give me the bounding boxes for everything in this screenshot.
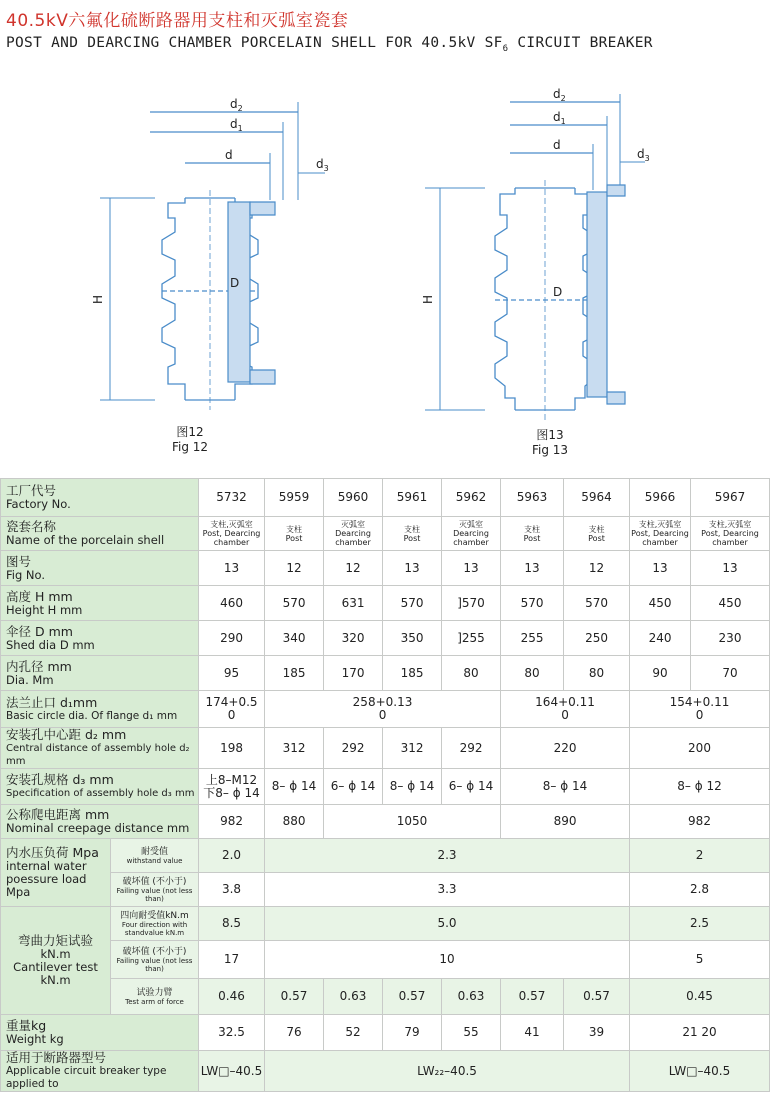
pressure-failing-label: 破坏值 (不小于) Failing value (not less than) xyxy=(111,873,199,907)
weight-value: 55 xyxy=(442,1015,501,1051)
row-name xyxy=(1,517,770,551)
hole-dist-value: 312 xyxy=(265,728,324,769)
weight-value: 21 20 xyxy=(630,1015,770,1051)
row-bore xyxy=(1,656,770,691)
shed-value: 230 xyxy=(691,621,770,656)
row-cantilever-failing xyxy=(1,941,770,979)
fig12-label-d2: $d_2$ xyxy=(230,97,243,113)
pressure-value: 3.3 xyxy=(265,873,630,907)
shed-value: 255 xyxy=(501,621,564,656)
pressure-value: 2.3 xyxy=(265,839,630,873)
bore-value: 95 xyxy=(199,656,265,691)
hole-spec-value: 6– ϕ 14 xyxy=(442,769,501,805)
creep-value: 1050 xyxy=(324,805,501,839)
flange-value: 164+0.11 0 xyxy=(501,691,630,728)
flange-value: 154+0.11 0 xyxy=(630,691,770,728)
row-pressure-header: 内水压负荷 Mpa internal water poessure load Mpa xyxy=(1,839,111,907)
shell-name: 支柱 Post xyxy=(501,517,564,551)
shell-name: 灭弧室 Dearcing chamber xyxy=(324,517,383,551)
arm-value: 0.57 xyxy=(383,979,442,1015)
row-breaker xyxy=(1,1051,770,1092)
fig13-label-d1: $d_1$ xyxy=(553,110,566,126)
fig-no: 12 xyxy=(265,551,324,586)
factory-no: 5964 xyxy=(564,479,630,517)
hole-spec-value: 8– ϕ 12 xyxy=(630,769,770,805)
factory-no: 5962 xyxy=(442,479,501,517)
shed-value: 350 xyxy=(383,621,442,656)
pressure-value: 2 xyxy=(630,839,770,873)
cantilever-failing-label: 破坏值 (不小于) Failing value (not less than) xyxy=(111,941,199,979)
fig13-cap-cn: 图13 xyxy=(536,428,564,442)
fig13-label-D: D xyxy=(553,285,563,299)
title-en-tail: CIRCUIT BREAKER xyxy=(508,35,653,51)
height-value: 460 xyxy=(199,586,265,621)
row-height xyxy=(1,586,770,621)
figure-12-drawing xyxy=(80,80,340,425)
fig-no: 13 xyxy=(630,551,691,586)
hole-spec-value: 8– ϕ 14 xyxy=(383,769,442,805)
shed-value: 320 xyxy=(324,621,383,656)
height-value: 570 xyxy=(501,586,564,621)
hole-dist-value: 220 xyxy=(501,728,630,769)
height-value: 570 xyxy=(265,586,324,621)
row-cantilever-arm xyxy=(1,979,770,1015)
height-value: 570 xyxy=(564,586,630,621)
weight-value: 39 xyxy=(564,1015,630,1051)
hole-dist-value: 198 xyxy=(199,728,265,769)
shell-name: 支柱 Post xyxy=(265,517,324,551)
shed-value: 250 xyxy=(564,621,630,656)
pressure-value: 3.8 xyxy=(199,873,265,907)
cantilever-value: 17 xyxy=(199,941,265,979)
flange-value: 258+0.13 0 xyxy=(265,691,501,728)
title-en-sub: 6 xyxy=(502,43,509,54)
factory-no: 5959 xyxy=(265,479,324,517)
arm-value: 0.63 xyxy=(442,979,501,1015)
cantilever-value: 5.0 xyxy=(265,907,630,941)
page-title-cn: 40.5kV六氟化硫断路器用支柱和灭弧室瓷套 xyxy=(6,11,349,31)
row-bore-header: 内孔径 mm Dia. Mm xyxy=(1,656,199,691)
fig13-label-H: H xyxy=(421,294,435,304)
fig12-label-d1: $d_1$ xyxy=(230,117,243,133)
bore-value: 70 xyxy=(691,656,770,691)
weight-value: 79 xyxy=(383,1015,442,1051)
shed-value: 240 xyxy=(630,621,691,656)
fig-no: 13 xyxy=(691,551,770,586)
row-shed-header: 伞径 D mm Shed dia D mm xyxy=(1,621,199,656)
creep-value: 982 xyxy=(199,805,265,839)
fig-no: 13 xyxy=(442,551,501,586)
shell-name: 支柱,灭弧室 Post, Dearcing chamber xyxy=(630,517,691,551)
row-flange xyxy=(1,691,770,728)
row-flange-header: 法兰止口 d₁mm Basic circle dia. Of flange d₁ mm xyxy=(1,691,199,728)
row-weight-header: 重量kg Weight kg xyxy=(1,1015,199,1051)
weight-value: 32.5 xyxy=(199,1015,265,1051)
cantilever-withstand-label: 四向耐受值kN.m Four direction with standvalue kN.m xyxy=(111,907,199,941)
cantilever-value: 5 xyxy=(630,941,770,979)
pressure-value: 2.8 xyxy=(630,873,770,907)
row-weight xyxy=(1,1015,770,1051)
hole-dist-value: 292 xyxy=(324,728,383,769)
fig-no: 12 xyxy=(324,551,383,586)
fig13-label-d3: $d_3$ xyxy=(637,147,650,163)
height-value: 570 xyxy=(383,586,442,621)
bore-value: 80 xyxy=(442,656,501,691)
factory-no: 5732 xyxy=(199,479,265,517)
flange-value: 174+0.5 0 xyxy=(199,691,265,728)
fig-no: 13 xyxy=(383,551,442,586)
breaker-value: LW₂₂–40.5 xyxy=(265,1051,630,1092)
shed-value: 340 xyxy=(265,621,324,656)
figure-13-drawing xyxy=(415,80,675,425)
row-hole-spec xyxy=(1,769,770,805)
creep-value: 982 xyxy=(630,805,770,839)
bore-value: 185 xyxy=(383,656,442,691)
page-title-en xyxy=(6,35,653,54)
row-fig-header: 图号 Fig No. xyxy=(1,551,199,586)
arm-value: 0.57 xyxy=(501,979,564,1015)
fig12-label-H: H xyxy=(91,294,105,304)
row-breaker-header: 适用于断路器型号 Applicable circuit breaker type applied to xyxy=(1,1051,199,1092)
row-pressure-failing xyxy=(1,873,770,907)
cantilever-value: 8.5 xyxy=(199,907,265,941)
cantilever-arm-label: 试验力臂 Test arm of force xyxy=(111,979,199,1015)
breaker-value: LW□–40.5 xyxy=(630,1051,770,1092)
weight-value: 41 xyxy=(501,1015,564,1051)
height-value: 631 xyxy=(324,586,383,621)
row-factory-header: 工厂代号 Factory No. xyxy=(1,479,199,517)
factory-no: 5967 xyxy=(691,479,770,517)
figure-12-caption xyxy=(165,425,215,455)
row-cantilever-withstand xyxy=(1,907,770,941)
bore-value: 170 xyxy=(324,656,383,691)
height-value: 450 xyxy=(691,586,770,621)
title-en-main: POST AND DEARCING CHAMBER PORCELAIN SHELL FOR 40.5kV SF xyxy=(6,35,503,51)
row-creep-header: 公称爬电距离 mm Nominal creepage distance mm xyxy=(1,805,199,839)
shed-value: ]255 xyxy=(442,621,501,656)
fig13-label-d2: $d_2$ xyxy=(553,87,566,103)
hole-spec-value: 6– ϕ 14 xyxy=(324,769,383,805)
figure-13-caption xyxy=(525,428,575,458)
row-fig xyxy=(1,551,770,586)
row-creep xyxy=(1,805,770,839)
fig-no: 12 xyxy=(564,551,630,586)
fig13-cap-en: Fig 13 xyxy=(531,443,569,457)
bore-value: 185 xyxy=(265,656,324,691)
factory-no: 5963 xyxy=(501,479,564,517)
spec-table xyxy=(0,478,770,1092)
shed-value: 290 xyxy=(199,621,265,656)
fig12-cap-en: Fig 12 xyxy=(171,440,209,454)
fig13-label-d: d xyxy=(553,138,561,152)
creep-value: 890 xyxy=(501,805,630,839)
factory-no: 5960 xyxy=(324,479,383,517)
hole-dist-value: 292 xyxy=(442,728,501,769)
row-pressure-withstand xyxy=(1,839,770,873)
pressure-withstand-label: 耐受值 withstand value xyxy=(111,839,199,873)
fig-no: 13 xyxy=(501,551,564,586)
fig12-label-d3: $d_3$ xyxy=(316,157,329,173)
shell-name: 灭弧室 Dearcing chamber xyxy=(442,517,501,551)
factory-no: 5966 xyxy=(630,479,691,517)
arm-value: 0.57 xyxy=(265,979,324,1015)
fig12-cap-cn: 图12 xyxy=(176,425,204,439)
arm-value: 0.45 xyxy=(630,979,770,1015)
hole-spec-value: 8– ϕ 14 xyxy=(501,769,630,805)
fig12-label-d: d xyxy=(225,148,233,162)
breaker-value: LW□–40.5 xyxy=(199,1051,265,1092)
bore-value: 80 xyxy=(564,656,630,691)
arm-value: 0.57 xyxy=(564,979,630,1015)
shell-name: 支柱 Post xyxy=(564,517,630,551)
arm-value: 0.46 xyxy=(199,979,265,1015)
fig-no: 13 xyxy=(199,551,265,586)
factory-no: 5961 xyxy=(383,479,442,517)
bore-value: 80 xyxy=(501,656,564,691)
arm-value: 0.63 xyxy=(324,979,383,1015)
row-factory xyxy=(1,479,770,517)
cantilever-value: 2.5 xyxy=(630,907,770,941)
hole-dist-value: 312 xyxy=(383,728,442,769)
bore-value: 90 xyxy=(630,656,691,691)
hole-spec-value: 8– ϕ 14 xyxy=(265,769,324,805)
shell-name: 支柱 Post xyxy=(383,517,442,551)
shell-name: 支柱,灭弧室 Post, Dearcing chamber xyxy=(199,517,265,551)
row-name-header: 瓷套名称 Name of the porcelain shell xyxy=(1,517,199,551)
creep-value: 880 xyxy=(265,805,324,839)
height-value: 450 xyxy=(630,586,691,621)
weight-value: 52 xyxy=(324,1015,383,1051)
row-hole-dist xyxy=(1,728,770,769)
cantilever-value: 10 xyxy=(265,941,630,979)
height-value: ]570 xyxy=(442,586,501,621)
row-hole-dist-header: 安装孔中心距 d₂ mm Central distance of assembly hole d₂ mm xyxy=(1,728,199,769)
pressure-value: 2.0 xyxy=(199,839,265,873)
weight-value: 76 xyxy=(265,1015,324,1051)
row-cantilever-header: 弯曲力矩试验 kN.m Cantilever test kN.m xyxy=(1,907,111,1015)
row-hole-spec-header: 安装孔规格 d₃ mm Specification of assembly hole d₃ mm xyxy=(1,769,199,805)
hole-dist-value: 200 xyxy=(630,728,770,769)
row-height-header: 高度 H mm Height H mm xyxy=(1,586,199,621)
hole-spec-value: 上8–M12 下8– ϕ 14 xyxy=(199,769,265,805)
fig12-label-D: D xyxy=(230,276,240,290)
shell-name: 支柱,灭弧室 Post, Dearcing chamber xyxy=(691,517,770,551)
row-shed xyxy=(1,621,770,656)
